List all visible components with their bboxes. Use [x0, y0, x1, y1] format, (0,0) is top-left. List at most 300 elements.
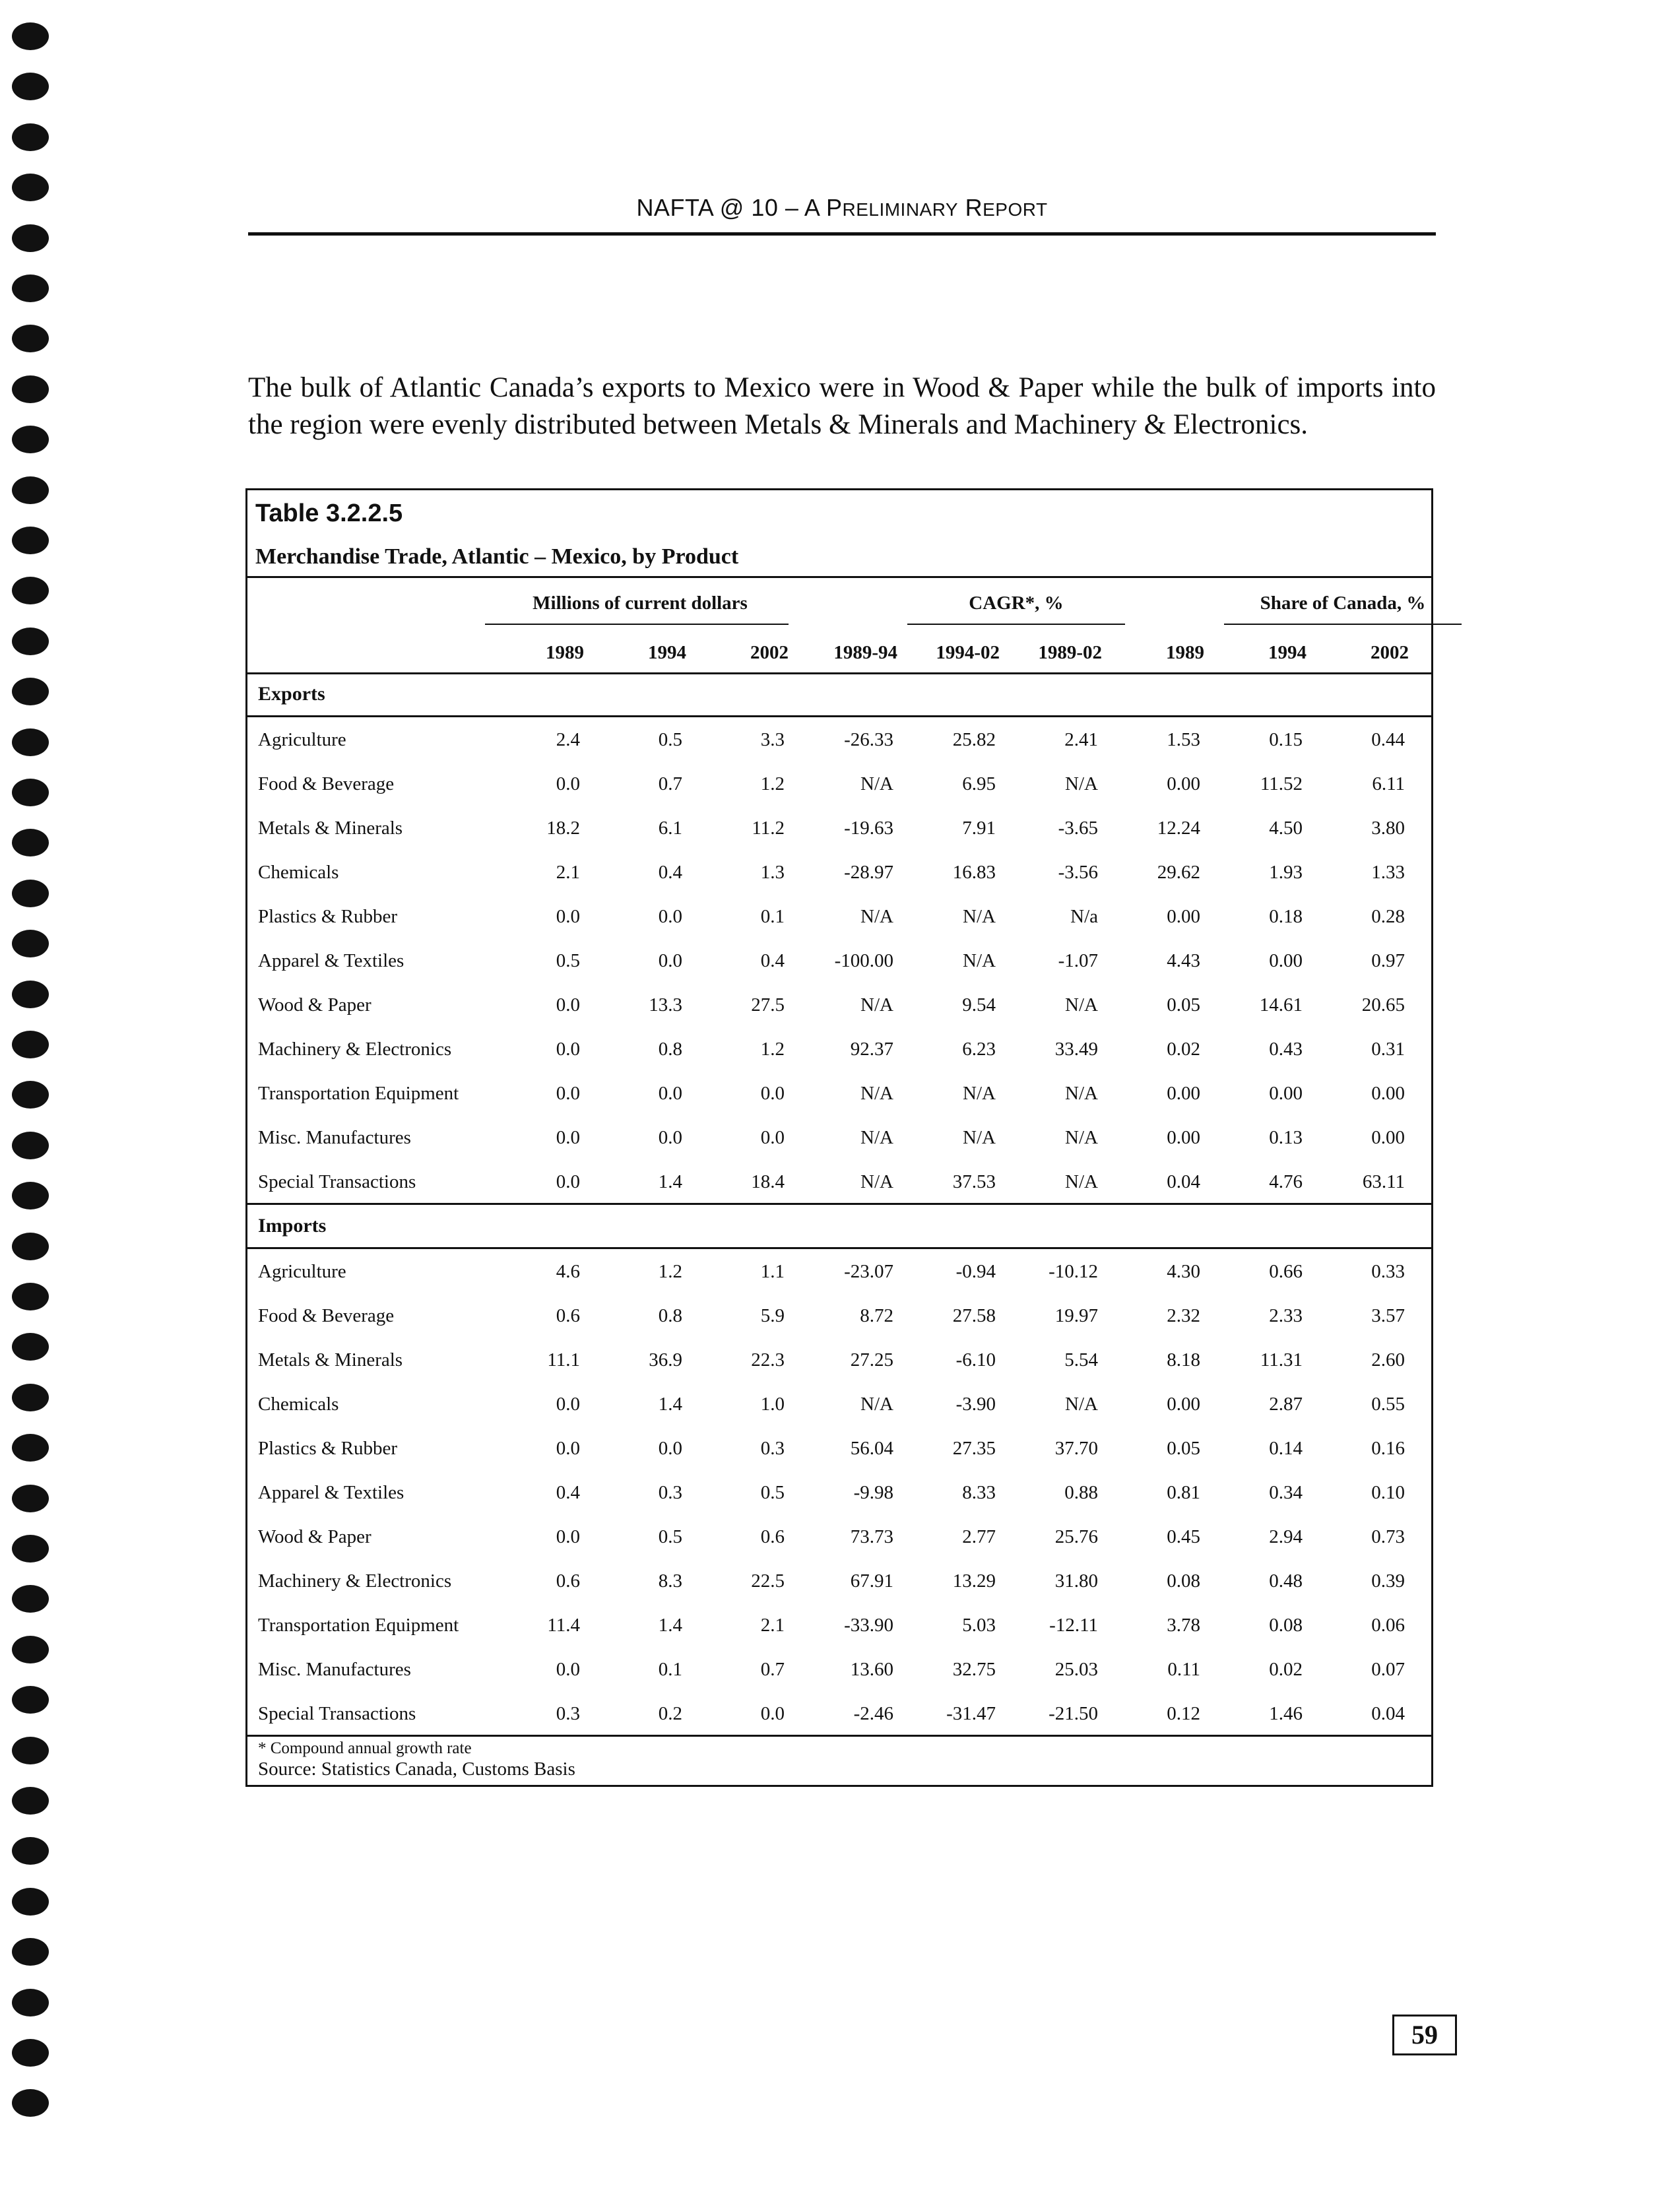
table-cell: 5.03 — [962, 1615, 996, 1636]
table-cell: 8.3 — [658, 1570, 682, 1592]
table-cell: 0.0 — [556, 906, 580, 927]
binder-holes — [12, 22, 53, 2193]
table-cell: 0.5 — [760, 1482, 785, 1503]
row-label: Transportation Equipment — [258, 1615, 459, 1636]
table-cell: 0.5 — [556, 950, 580, 971]
binder-hole — [12, 1182, 49, 1210]
table-rule — [247, 576, 1431, 578]
row-label: Special Transactions — [258, 1171, 416, 1192]
table-cell: -9.98 — [853, 1482, 893, 1503]
binder-hole — [12, 1737, 49, 1764]
table-cell: 6.1 — [658, 818, 682, 839]
binder-hole — [12, 577, 49, 604]
table-cell: 0.00 — [1167, 906, 1200, 927]
table-cell: -23.07 — [844, 1261, 893, 1282]
table-cell: 1.46 — [1269, 1703, 1303, 1724]
table-row — [247, 1338, 1431, 1382]
table-cell: N/A — [860, 1171, 893, 1192]
table-cell: 0.66 — [1269, 1261, 1303, 1282]
binder-hole — [12, 1485, 49, 1512]
table-cell: 25.03 — [1054, 1659, 1098, 1680]
table-cell: 0.97 — [1371, 950, 1405, 971]
table-cell: 9.54 — [962, 994, 996, 1016]
table-cell: 1.93 — [1269, 862, 1303, 883]
table-cell: N/A — [1065, 994, 1098, 1016]
table-cell: 1.1 — [760, 1261, 785, 1282]
table-cell: 0.28 — [1371, 906, 1405, 927]
column-header: 1989-94 — [833, 642, 897, 663]
table-cell: 2.77 — [962, 1526, 996, 1547]
row-label: Agriculture — [258, 729, 346, 750]
table-cell: 0.07 — [1371, 1659, 1405, 1680]
table-cell: 1.4 — [658, 1171, 682, 1192]
table-cell: -3.65 — [1058, 818, 1098, 839]
table-cell: 27.35 — [952, 1438, 996, 1459]
binder-hole — [12, 1535, 49, 1563]
table-cell: 4.6 — [556, 1261, 580, 1282]
table-cell: 0.0 — [658, 906, 682, 927]
binder-hole — [12, 1888, 49, 1916]
table-cell: N/A — [860, 1127, 893, 1148]
binder-hole — [12, 930, 49, 957]
table-cell: 13.60 — [850, 1659, 893, 1680]
row-label: Apparel & Textiles — [258, 950, 404, 971]
binder-hole — [12, 426, 49, 453]
table-cell: 0.0 — [556, 994, 580, 1016]
row-label: Wood & Paper — [258, 1526, 372, 1547]
table-rule — [247, 1247, 1431, 1249]
table-cell: 18.4 — [751, 1171, 785, 1192]
table-cell: 0.1 — [658, 1659, 682, 1680]
table-cell: 0.13 — [1269, 1127, 1303, 1148]
table-cell: 8.33 — [962, 1482, 996, 1503]
table-cell: 0.55 — [1371, 1394, 1405, 1415]
table-cell: N/A — [1065, 1171, 1098, 1192]
binder-hole — [12, 1031, 49, 1058]
header-rule — [248, 232, 1436, 236]
table-cell: 29.62 — [1157, 862, 1200, 883]
table-rule — [247, 1735, 1431, 1737]
table-row — [247, 851, 1431, 894]
table-cell: 0.3 — [760, 1438, 785, 1459]
table-rule — [247, 1203, 1431, 1205]
column-group-header: Share of Canada, % — [1260, 593, 1426, 614]
binder-hole — [12, 1585, 49, 1613]
binder-hole — [12, 1384, 49, 1411]
table-cell: 0.11 — [1167, 1659, 1200, 1680]
table-cell: 0.7 — [760, 1659, 785, 1680]
table-rule — [247, 672, 1431, 674]
table-cell: 3.80 — [1371, 818, 1405, 839]
table-cell: 6.11 — [1372, 773, 1405, 794]
table-cell: 27.25 — [850, 1349, 893, 1371]
table-cell: 0.0 — [556, 1438, 580, 1459]
table-cell: 32.75 — [952, 1659, 996, 1680]
table-cell: 0.16 — [1371, 1438, 1405, 1459]
table-rule — [247, 715, 1431, 717]
table-cell: 3.3 — [760, 729, 785, 750]
table-cell: 6.95 — [962, 773, 996, 794]
binder-hole — [12, 628, 49, 655]
table-cell: -33.90 — [844, 1615, 893, 1636]
binder-hole — [12, 375, 49, 403]
table-cell: 5.54 — [1064, 1349, 1098, 1371]
table-cell: 0.44 — [1371, 729, 1405, 750]
table-cell: 92.37 — [850, 1039, 893, 1060]
table-cell: 1.0 — [760, 1394, 785, 1415]
binder-hole — [12, 779, 49, 806]
table-cell: 0.10 — [1371, 1482, 1405, 1503]
table-cell: 0.00 — [1167, 1083, 1200, 1104]
table-cell: 0.0 — [556, 1039, 580, 1060]
table-cell: 0.2 — [658, 1703, 682, 1724]
table-cell: 11.4 — [547, 1615, 580, 1636]
binder-hole — [12, 1132, 49, 1159]
table-cell: 1.33 — [1371, 862, 1405, 883]
table-cell: 0.0 — [658, 1438, 682, 1459]
table-cell: 0.08 — [1269, 1615, 1303, 1636]
table-cell: 0.34 — [1269, 1482, 1303, 1503]
table-cell: 0.4 — [658, 862, 682, 883]
table-cell: 0.0 — [556, 1127, 580, 1148]
table-cell: 0.0 — [556, 1526, 580, 1547]
table-cell: 0.04 — [1371, 1703, 1405, 1724]
table-cell: 20.65 — [1361, 994, 1405, 1016]
binder-hole — [12, 1989, 49, 2017]
table-cell: 0.0 — [556, 773, 580, 794]
table-cell: 27.58 — [952, 1305, 996, 1326]
table-cell: 4.30 — [1167, 1261, 1200, 1282]
table-cell: N/a — [1070, 906, 1098, 927]
table-cell: 0.0 — [556, 1659, 580, 1680]
table-cell: 11.31 — [1260, 1349, 1303, 1371]
table-cell: 14.61 — [1259, 994, 1303, 1016]
row-label: Plastics & Rubber — [258, 1438, 398, 1459]
table-cell: N/A — [963, 1083, 996, 1104]
table-row — [247, 1648, 1431, 1691]
table-cell: 0.02 — [1167, 1039, 1200, 1060]
row-label: Misc. Manufactures — [258, 1659, 411, 1680]
table-cell: 73.73 — [850, 1526, 893, 1547]
table-cell: 0.45 — [1167, 1526, 1200, 1547]
table-cell: 0.48 — [1269, 1570, 1303, 1592]
group-underline — [485, 624, 789, 625]
table-cell: 0.8 — [658, 1039, 682, 1060]
binder-hole — [12, 123, 49, 151]
binder-hole — [12, 2039, 49, 2067]
table-cell: 11.1 — [547, 1349, 580, 1371]
table-cell: 36.9 — [649, 1349, 682, 1371]
table-cell: 0.0 — [760, 1703, 785, 1724]
table-row — [247, 983, 1431, 1027]
table-cell: 0.81 — [1167, 1482, 1200, 1503]
table-row — [247, 1427, 1431, 1470]
table-row — [247, 1471, 1431, 1514]
table-cell: 1.2 — [760, 773, 785, 794]
binder-hole — [12, 1938, 49, 1966]
column-header: 2002 — [1371, 642, 1409, 663]
table-cell: 0.88 — [1064, 1482, 1098, 1503]
table-cell: 0.06 — [1371, 1615, 1405, 1636]
binder-hole — [12, 981, 49, 1008]
table-cell: 1.2 — [760, 1039, 785, 1060]
binder-hole — [12, 325, 49, 352]
table-row — [247, 718, 1431, 761]
column-header-row — [247, 631, 1431, 674]
table-row — [247, 1160, 1431, 1204]
table-cell: 0.3 — [658, 1482, 682, 1503]
table-row — [247, 1603, 1431, 1647]
column-group-header: CAGR*, % — [969, 593, 1064, 614]
row-label: Plastics & Rubber — [258, 906, 398, 927]
table-cell: 6.23 — [962, 1039, 996, 1060]
table-cell: 3.57 — [1371, 1305, 1405, 1326]
table-cell: 0.6 — [760, 1526, 785, 1547]
table-cell: 0.02 — [1269, 1659, 1303, 1680]
table-cell: N/A — [1065, 1083, 1098, 1104]
table-cell: -100.00 — [834, 950, 893, 971]
binder-hole — [12, 2089, 49, 2117]
table-cell: 0.15 — [1269, 729, 1303, 750]
table-cell: 11.52 — [1260, 773, 1303, 794]
table-cell: 67.91 — [850, 1570, 893, 1592]
row-label: Food & Beverage — [258, 1305, 395, 1326]
binder-hole — [12, 22, 49, 50]
table-subtitle: Merchandise Trade, Atlantic – Mexico, by Product — [255, 544, 739, 569]
table-cell: 25.76 — [1054, 1526, 1098, 1547]
binder-hole — [12, 1837, 49, 1865]
table-row — [247, 1515, 1431, 1559]
table-cell: 0.0 — [556, 1171, 580, 1192]
table-cell: 0.3 — [556, 1703, 580, 1724]
table-cell: 1.4 — [658, 1615, 682, 1636]
table-cell: N/A — [963, 906, 996, 927]
binder-hole — [12, 728, 49, 756]
table-cell: 0.39 — [1371, 1570, 1405, 1592]
table-cell: 63.11 — [1362, 1171, 1405, 1192]
row-label: Transportation Equipment — [258, 1083, 459, 1104]
table-cell: N/A — [860, 1083, 893, 1104]
table-cell: 0.33 — [1371, 1261, 1405, 1282]
table-cell: 0.8 — [658, 1305, 682, 1326]
table-cell: N/A — [860, 773, 893, 794]
table-cell: 0.00 — [1167, 773, 1200, 794]
table-cell: 0.00 — [1371, 1127, 1405, 1148]
row-label: Metals & Minerals — [258, 1349, 403, 1371]
row-label: Food & Beverage — [258, 773, 395, 794]
binder-hole — [12, 1081, 49, 1109]
running-header: NAFTA @ 10 – A PRELIMINARY REPORT — [636, 194, 1048, 221]
table-cell: -3.90 — [955, 1394, 996, 1415]
table-cell: 0.0 — [556, 1083, 580, 1104]
table-cell: 0.0 — [658, 950, 682, 971]
binder-hole — [12, 678, 49, 705]
table-cell: 27.5 — [751, 994, 785, 1016]
table-cell: 7.91 — [962, 818, 996, 839]
table-cell: 16.83 — [952, 862, 996, 883]
binder-hole — [12, 1434, 49, 1462]
binder-hole — [12, 73, 49, 100]
table-cell: 22.3 — [751, 1349, 785, 1371]
table-cell: -21.50 — [1049, 1703, 1098, 1724]
table-cell: N/A — [860, 906, 893, 927]
binder-hole — [12, 224, 49, 252]
table-cell: 0.00 — [1167, 1394, 1200, 1415]
page-number: 59 — [1392, 2015, 1457, 2055]
table-cell: 1.4 — [658, 1394, 682, 1415]
table-row — [247, 1294, 1431, 1338]
table-cell: 33.49 — [1054, 1039, 1098, 1060]
table-cell: 2.41 — [1064, 729, 1098, 750]
group-underline — [1224, 624, 1462, 625]
table-cell: 12.24 — [1157, 818, 1200, 839]
table-cell: 0.00 — [1269, 1083, 1303, 1104]
column-header: 1994 — [1268, 642, 1307, 663]
table-cell: 0.0 — [658, 1127, 682, 1148]
table-cell: 13.3 — [649, 994, 682, 1016]
table-cell: 19.97 — [1054, 1305, 1098, 1326]
binder-hole — [12, 1283, 49, 1310]
table-row — [247, 1027, 1431, 1071]
row-label: Machinery & Electronics — [258, 1039, 452, 1060]
row-label: Agriculture — [258, 1261, 346, 1282]
table-cell: 22.5 — [751, 1570, 785, 1592]
table-row — [247, 939, 1431, 983]
table-cell: 0.0 — [760, 1083, 785, 1104]
table-cell: 0.0 — [760, 1127, 785, 1148]
table-cell: -3.56 — [1058, 862, 1098, 883]
table-cell: 2.32 — [1167, 1305, 1200, 1326]
section-label: Exports — [258, 683, 325, 705]
column-group-header: Millions of current dollars — [533, 593, 748, 614]
table-cell: 0.08 — [1167, 1570, 1200, 1592]
row-label: Apparel & Textiles — [258, 1482, 404, 1503]
table-cell: 2.1 — [760, 1615, 785, 1636]
column-header: 2002 — [750, 642, 789, 663]
table-cell: 0.00 — [1371, 1083, 1405, 1104]
table-cell: -2.46 — [853, 1703, 893, 1724]
table-cell: 8.18 — [1167, 1349, 1200, 1371]
table-cell: 0.5 — [658, 1526, 682, 1547]
table-cell: -10.12 — [1049, 1261, 1098, 1282]
table-cell: 4.43 — [1167, 950, 1200, 971]
table-cell: 0.12 — [1167, 1703, 1200, 1724]
row-label: Special Transactions — [258, 1703, 416, 1724]
table-cell: 0.5 — [658, 729, 682, 750]
table-cell: 0.05 — [1167, 994, 1200, 1016]
table-cell: 31.80 — [1054, 1570, 1098, 1592]
table-cell: 0.43 — [1269, 1039, 1303, 1060]
table-cell: -6.10 — [955, 1349, 996, 1371]
table-cell: 8.72 — [860, 1305, 893, 1326]
table-cell: 0.7 — [658, 773, 682, 794]
table-cell: 1.2 — [658, 1261, 682, 1282]
table-row — [247, 1116, 1431, 1159]
table-cell: 37.53 — [952, 1171, 996, 1192]
table-cell: N/A — [1065, 773, 1098, 794]
table-title: Table 3.2.2.5 — [255, 500, 403, 527]
table-cell: -26.33 — [844, 729, 893, 750]
binder-hole — [12, 527, 49, 554]
binder-hole — [12, 1233, 49, 1260]
row-label: Misc. Manufactures — [258, 1127, 411, 1148]
row-label: Chemicals — [258, 1394, 339, 1415]
section-label: Imports — [258, 1215, 327, 1237]
table-cell: 37.70 — [1054, 1438, 1098, 1459]
table-row — [247, 1250, 1431, 1293]
table-cell: 0.6 — [556, 1305, 580, 1326]
table-footnote: * Compound annual growth rate — [258, 1739, 472, 1757]
table-cell: 1.3 — [760, 862, 785, 883]
table-cell: 1.53 — [1167, 729, 1200, 750]
table-cell: 2.87 — [1269, 1394, 1303, 1415]
table-cell: 0.6 — [556, 1570, 580, 1592]
binder-hole — [12, 1333, 49, 1361]
table-cell: 0.31 — [1371, 1039, 1405, 1060]
table-cell: N/A — [860, 1394, 893, 1415]
table-cell: 0.0 — [658, 1083, 682, 1104]
table-row — [247, 1692, 1431, 1735]
data-table — [245, 488, 1433, 1787]
binder-hole — [12, 1787, 49, 1815]
table-cell: 2.33 — [1269, 1305, 1303, 1326]
column-header: 1994 — [648, 642, 686, 663]
table-cell: 13.29 — [952, 1570, 996, 1592]
table-cell: 2.94 — [1269, 1526, 1303, 1547]
table-cell: 0.18 — [1269, 906, 1303, 927]
binder-hole — [12, 476, 49, 504]
table-cell: 2.4 — [556, 729, 580, 750]
table-cell: 5.9 — [760, 1305, 785, 1326]
table-row — [247, 1559, 1431, 1603]
table-cell: N/A — [1065, 1127, 1098, 1148]
table-cell: 56.04 — [850, 1438, 893, 1459]
table-cell: 0.04 — [1167, 1171, 1200, 1192]
group-underline — [907, 624, 1125, 625]
binder-hole — [12, 880, 49, 907]
table-row — [247, 762, 1431, 806]
table-row — [247, 806, 1431, 850]
table-cell: 0.00 — [1167, 1127, 1200, 1148]
table-cell: 18.2 — [546, 818, 580, 839]
table-cell: 25.82 — [952, 729, 996, 750]
table-cell: 0.73 — [1371, 1526, 1405, 1547]
table-source: Source: Statistics Canada, Customs Basis — [258, 1758, 575, 1780]
intro-paragraph: The bulk of Atlantic Canada’s exports to Mexico were in Wood & Paper while the bulk of imports into the region were evenly distributed between Metals & Minerals and Machinery & Electronics. — [248, 372, 1436, 440]
table-cell: 0.4 — [760, 950, 785, 971]
table-cell: 4.76 — [1269, 1171, 1303, 1192]
table-cell: 4.50 — [1269, 818, 1303, 839]
row-label: Metals & Minerals — [258, 818, 403, 839]
row-label: Machinery & Electronics — [258, 1570, 452, 1592]
table-cell: -12.11 — [1049, 1615, 1098, 1636]
table-cell: 0.14 — [1269, 1438, 1303, 1459]
table-cell: N/A — [963, 1127, 996, 1148]
binder-hole — [12, 829, 49, 856]
table-cell: -19.63 — [844, 818, 893, 839]
table-cell: -31.47 — [946, 1703, 996, 1724]
table-cell: 11.2 — [752, 818, 785, 839]
column-header: 1989 — [546, 642, 584, 663]
table-cell: 0.1 — [760, 906, 785, 927]
table-cell: -1.07 — [1058, 950, 1098, 971]
binder-hole — [12, 274, 49, 302]
column-header: 1989 — [1166, 642, 1204, 663]
table-cell: 2.60 — [1371, 1349, 1405, 1371]
table-cell: 0.4 — [556, 1482, 580, 1503]
table-cell: 3.78 — [1167, 1615, 1200, 1636]
table-cell: 0.0 — [556, 1394, 580, 1415]
